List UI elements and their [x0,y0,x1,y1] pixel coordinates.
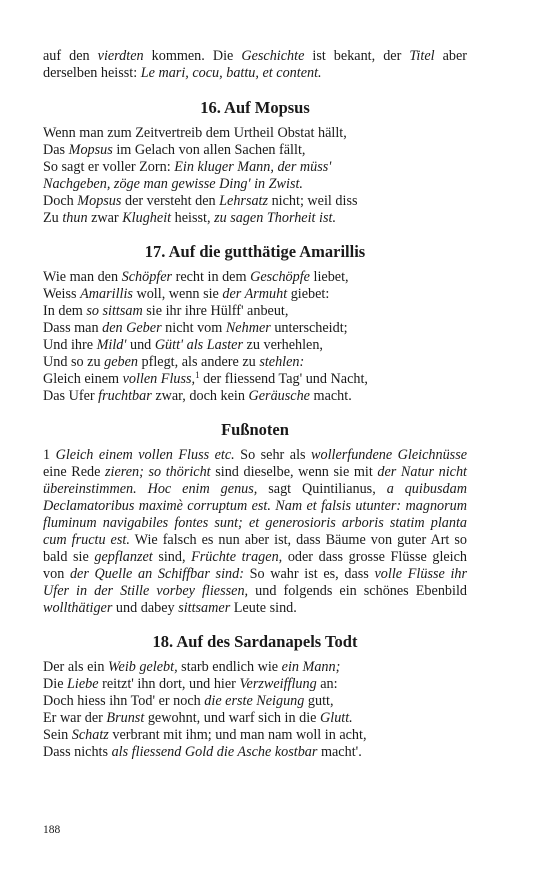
italic-text: a quibusdam Declamatoribus maximè corruptum est. Nam et falsis utunter: magnorum fluminum navigabiles fontes sunt; et generosioris arboris statim planta cum fructu est. [43,481,467,548]
verse-line [43,269,467,286]
text-run: starb endlich wie [177,659,282,675]
text-run: und dabey [112,600,179,616]
italic-text: vierdten [97,48,144,64]
italic-text: gepflanzet [94,549,153,565]
text-run: sind, [152,549,192,565]
text-run: eine Rede [43,464,105,480]
text-run: Sein [43,727,72,743]
italic-text: Gütt' als Laster [154,337,243,353]
italic-text: Titel [409,48,435,64]
text-run: Und so zu [43,354,105,370]
italic-text: wollerfundene Gleichnüsse [311,447,468,463]
verse-line [43,303,467,320]
verse-line [43,142,467,159]
text-run: und [126,337,155,353]
text-run: zu verhehlen, [243,337,323,353]
text-run: macht. [309,388,352,404]
text-run: kommen. Die [143,48,242,64]
text-run: Der als ein [43,659,109,675]
poem-18-heading: 18. Auf des Sardanapels Todt [152,632,358,651]
italic-text: Hoc enim genus, [147,481,258,497]
poem-16-heading: 16. Auf Mopsus [200,98,310,117]
italic-text: Geräusche [248,388,310,404]
text-run: sie ihr ihre Hülff' anbeut, [142,303,289,319]
poem-17-body [43,269,467,405]
text-run: nicht vom [161,320,226,336]
footnotes-heading: Fußnoten [221,420,289,439]
italic-text: fruchtbar [98,388,152,404]
verse-line [43,710,467,727]
text-run: reitzt' ihn dort, und hier [98,676,240,692]
text-run: aber derselben heisst: [43,48,467,81]
text-run: Zu [43,210,63,226]
italic-text: thun [62,210,88,226]
text-run: macht'. [317,744,362,760]
footnote-ref: 1 [195,370,200,380]
italic-text: stehlen: [259,354,305,370]
italic-text: Verzweifflung [239,676,317,692]
verse-line [43,159,467,176]
text-run: an: [316,676,338,692]
verse-line [43,125,467,142]
italic-text: Geschöpfe [250,269,310,285]
poem-18-body [43,659,467,761]
poem-17-heading: 17. Auf die gutthätige Amarillis [144,242,366,261]
text-run: und folgends ein schönes Ebenbild [248,583,467,599]
text-run: heisst, [171,210,215,226]
text-run: Gleich einem [43,371,123,387]
italic-text: Schatz [71,727,109,743]
page-number: 188 [43,824,61,836]
book-page [43,48,467,761]
italic-text: wollthätiger [43,600,113,616]
text-run: Er war der [43,710,107,726]
text-run: unterscheidt; [270,320,348,336]
italic-text: Nehmer [225,320,271,336]
text-run: Wie man den [43,269,122,285]
text-run: In dem [43,303,87,319]
text-run: verbrant mit ihm; und man nam woll in acht, [108,727,367,743]
text-run: sagt Quintilianus, [257,481,387,497]
intro-paragraph [43,48,467,82]
text-run: der fliessend Tag' und Nacht, [199,371,368,387]
italic-text: Mopsus [68,142,113,158]
text-run [137,481,148,497]
text-run: Wenn man zum Zeitvertreib dem Urtheil Obstat hällt, [43,125,347,141]
text-run: oder dass grosse Flüsse gleich von [43,549,468,582]
text-run: So sagt er voller Zorn: [43,159,175,175]
text-run: im Gelach von allen Sachen fällt, [112,142,306,158]
text-run: nicht; weil diss [268,193,358,209]
italic-text: Gleich einem vollen Fluss etc. [55,447,235,463]
italic-text: so sittsam [86,303,143,319]
italic-text: Früchte tragen, [191,549,283,565]
verse-line [43,176,467,193]
text-run: So wahr ist es, dass [243,566,375,582]
italic-text: Glutt. [320,710,353,726]
verse-line [43,659,467,676]
text-run: pflegt, als andere zu [137,354,260,370]
verse-line [43,320,467,337]
verse-line [43,388,467,405]
italic-text: Le mari, cocu, battu, et content. [140,65,322,81]
text-run: ist bekant, der [304,48,410,64]
text-run: auf den [43,48,98,64]
italic-text: zu sagen Thorheit ist. [214,210,336,226]
text-run: woll, wenn sie [132,286,223,302]
italic-text: der Quelle an Schiffbar sind: [69,566,244,582]
text-run: Dass man [43,320,103,336]
italic-text: Schöpfer [121,269,173,285]
text-run: Das Ufer [43,388,99,404]
verse-line [43,744,467,761]
italic-text: Ein kluger Mann, der müss' [174,159,332,175]
verse-line [43,286,467,303]
italic-text: der Natur nicht übereinstimmen. [43,464,468,497]
verse-line [43,676,467,693]
italic-text: als fliessend Gold die Asche kostbar [111,744,318,760]
verse-line [43,371,467,388]
italic-text: Mopsus [77,193,122,209]
text-run: Dass nichts [43,744,112,760]
italic-text: Klugheit [122,210,172,226]
text-run: Wie falsch es nun aber ist, dass Bäume von guter Art so bald sie [43,532,467,565]
italic-text: sittsamer [178,600,231,616]
verse-line [43,354,467,371]
italic-text: Liebe [67,676,99,692]
text-run: der versteht den [121,193,220,209]
italic-text: Mild' [96,337,127,353]
italic-text: Geschichte [241,48,305,64]
verse-line [43,727,467,744]
text-run: gewohnt, und warf sich in die [144,710,320,726]
italic-text: Nachgeben, zöge man gewisse Ding' in Zwist. [43,176,303,192]
verse-line [43,337,467,354]
italic-text: volle Flüsse ihr Ufer in der Stille vorbey fliessen, [43,566,468,599]
italic-text: ein Mann; [281,659,341,675]
text-run: recht in dem [172,269,251,285]
footnote-1 [43,447,467,617]
text-run: Und ihre [43,337,97,353]
verse-line [43,210,467,227]
text-run: Doch hiess ihn Tod' er noch [43,693,205,709]
verse-line [43,193,467,210]
italic-text: der Armuht [222,286,288,302]
text-run: Doch [43,193,78,209]
italic-text: zieren; so thöricht [105,464,211,480]
text-run: gutt, [304,693,334,709]
text-run: Leute sind. [230,600,297,616]
text-run: zwar, doch kein [151,388,249,404]
text-run: Weiss [43,286,81,302]
italic-text: geben [104,354,138,370]
text-run: giebet: [287,286,330,302]
italic-text: Lehrsatz [219,193,269,209]
italic-text: Weib gelebt, [108,659,178,675]
text-run: Die [43,676,68,692]
text-run: sind dieselbe, wenn sie mit [210,464,378,480]
italic-text: Amarillis [80,286,133,302]
verse-line [43,693,467,710]
text-run: 1 [43,447,56,463]
italic-text: vollen Fluss, [122,371,196,387]
italic-text: den Geber [102,320,162,336]
text-run: So sehr als [234,447,312,463]
text-run: Das [43,142,69,158]
text-run: liebet, [309,269,349,285]
poem-16-body [43,125,467,227]
italic-text: die erste Neigung [204,693,305,709]
text-run: zwar [87,210,123,226]
italic-text: Brunst [106,710,145,726]
